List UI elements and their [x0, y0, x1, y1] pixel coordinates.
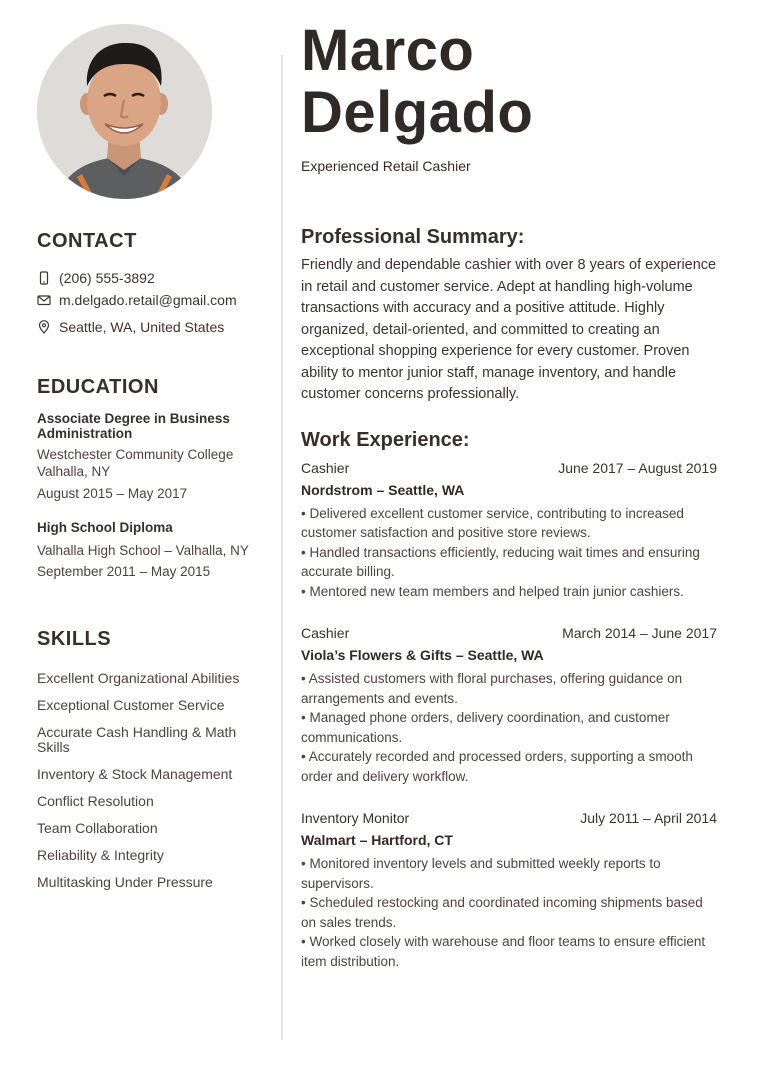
summary-heading: Professional Summary:	[301, 226, 525, 248]
job-bullet: • Handled transactions efficiently, reducing wait times and ensuring accurate billing.	[301, 544, 700, 579]
column-divider	[281, 55, 283, 1040]
school-name: Westchester Community College	[37, 447, 234, 462]
job-bullet: • Mentored new team members and helped train junior cashiers.	[301, 583, 684, 599]
name-last: Delgado	[301, 80, 534, 145]
skill-item: Accurate Cash Handling & Math Skills	[37, 724, 237, 755]
profile-photo	[37, 24, 212, 199]
skill-item: Reliability & Integrity	[37, 847, 164, 863]
school-place: Valhalla, NY	[37, 464, 111, 479]
location-pin-icon	[37, 320, 51, 334]
job-bullets	[301, 504, 717, 602]
school-name: Valhalla High School – Valhalla, NY	[37, 543, 249, 558]
name-first: Marco	[301, 18, 475, 83]
skill-item: Team Collaboration	[37, 820, 158, 836]
job-role: Inventory Monitor	[301, 810, 410, 826]
contact-email	[37, 289, 273, 311]
job-title: Experienced Retail Cashier	[301, 158, 471, 174]
skill-item: Exceptional Customer Service	[37, 697, 225, 713]
job-bullet: • Assisted customers with floral purchases, offering guidance on arrangements and events.	[301, 671, 683, 706]
skill-item: Multitasking Under Pressure	[37, 874, 213, 890]
degree-title: High School Diploma	[37, 520, 173, 535]
job-bullet: • Managed phone orders, delivery coordination, and customer communications.	[301, 710, 670, 745]
degree-title: Associate Degree in Business Administration	[37, 411, 230, 441]
job-bullets	[301, 669, 717, 786]
summary-text: Friendly and dependable cashier with over 8 years of experience in retail and customer service. Adept at handling high-volume transactions with accuracy and a positive attitude. Highly organized, detail-oriented, and committed to creating an exceptional shopping experience for every customer. Proven ability to mentor junior staff, manage inventory, and handle customer concerns professionally.	[301, 257, 717, 402]
job-company: Walmart – Hartford, CT	[301, 832, 453, 848]
job-company: Nordstrom – Seattle, WA	[301, 481, 465, 498]
job-bullet: • Worked closely with warehouse and floor teams to ensure efficient item distribution.	[301, 934, 706, 969]
contact-phone	[37, 267, 273, 289]
job-dates: June 2017 – August 2019	[558, 459, 717, 476]
skills-list	[37, 671, 273, 890]
contact-location	[37, 316, 273, 338]
education-dates: August 2015 – May 2017	[37, 486, 188, 501]
job-bullet: • Scheduled restocking and coordinated incoming shipments based on sales trends.	[301, 895, 703, 930]
work-heading: Work Experience:	[301, 428, 470, 451]
right-column	[301, 20, 717, 971]
job-header	[301, 460, 717, 476]
contact-heading: CONTACT	[37, 230, 137, 252]
job-entry	[301, 460, 717, 602]
profile-photo-illustration	[37, 24, 212, 199]
education-dates: September 2011 – May 2015	[37, 564, 211, 579]
job-bullet: • Delivered excellent customer service, contributing to increased customer satisfaction and positive store reviews.	[301, 505, 684, 540]
location-text: Seattle, WA, United States	[59, 319, 225, 335]
job-bullet: • Accurately recorded and processed orders, supporting a smooth order and delivery workflow.	[301, 749, 693, 784]
education-item	[37, 520, 273, 580]
job-bullets	[301, 854, 717, 971]
phone-text: (206) 555-3892	[59, 270, 155, 286]
job-header	[301, 625, 717, 641]
job-header	[301, 810, 717, 826]
job-entry	[301, 625, 717, 786]
job-role: Cashier	[301, 625, 350, 641]
job-bullet: • Monitored inventory levels and submitted weekly reports to supervisors.	[301, 856, 661, 891]
job-role: Cashier	[301, 459, 350, 476]
phone-icon	[37, 271, 51, 285]
envelope-icon	[37, 293, 51, 307]
left-column	[37, 230, 273, 890]
job-entry	[301, 810, 717, 971]
email-text: m.delgado.retail@gmail.com	[59, 292, 237, 308]
skill-item: Conflict Resolution	[37, 793, 154, 809]
skill-item: Excellent Organizational Abilities	[37, 670, 240, 686]
education-heading: EDUCATION	[37, 376, 159, 398]
job-dates: July 2011 – April 2014	[580, 810, 717, 826]
skill-item: Inventory & Stock Management	[37, 766, 233, 782]
job-dates: March 2014 – June 2017	[562, 625, 717, 641]
education-item	[37, 411, 273, 502]
job-company: Viola’s Flowers & Gifts – Seattle, WA	[301, 647, 544, 663]
skills-heading: SKILLS	[37, 628, 112, 650]
